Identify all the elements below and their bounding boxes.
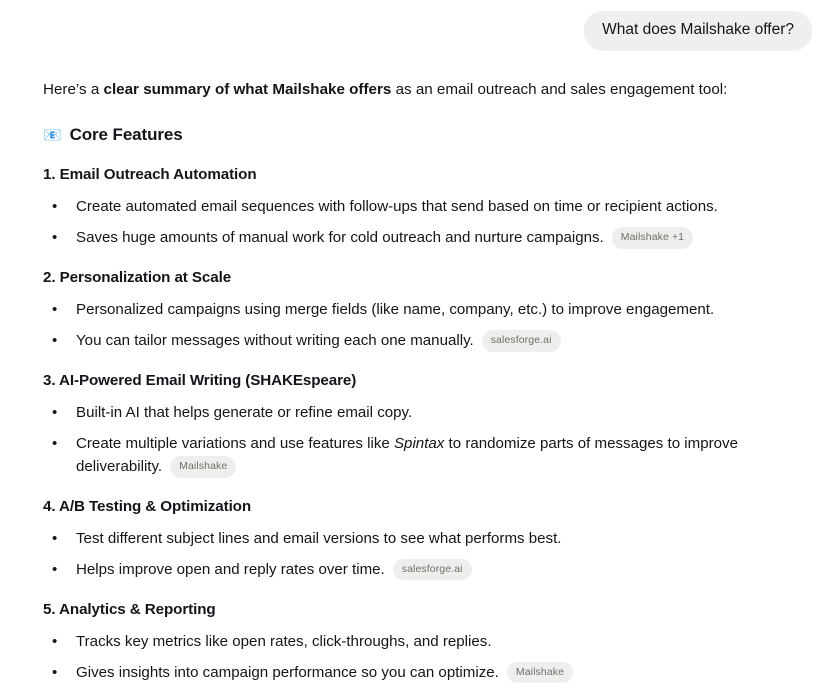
bullet-text: Helps improve open and reply rates over time.	[76, 560, 385, 578]
bullet-text: Built-in AI that helps generate or refine email copy.	[76, 404, 413, 422]
bullet-text-after: to randomize parts of messages to improve deliverability.	[76, 435, 738, 476]
feature-sections	[43, 164, 801, 688]
feature-bullet-list	[43, 398, 801, 483]
bullet-italic-term: Spintax	[393, 435, 445, 453]
feature-bullet-item	[43, 223, 801, 254]
citation-badge[interactable]: Mailshake	[507, 662, 573, 684]
citation-badge[interactable]: Mailshake +1	[612, 227, 693, 249]
intro-text-before: Here’s a	[43, 80, 104, 98]
core-features-heading-label: Core Features	[69, 124, 183, 144]
feature-section	[43, 267, 801, 357]
feature-bullet-list	[43, 627, 801, 689]
intro-paragraph	[43, 79, 801, 102]
feature-bullet-item	[43, 658, 801, 689]
feature-bullet-item	[43, 524, 801, 555]
feature-section	[43, 599, 801, 689]
feature-section	[43, 164, 801, 254]
feature-section-heading: 5. Analytics & Reporting	[43, 600, 216, 618]
bullet-text: Personalized campaigns using merge fields (like name, company, etc.) to improve engagement.	[76, 301, 715, 319]
feature-bullet-item	[43, 627, 801, 658]
feature-bullet-item	[43, 555, 801, 586]
bullet-text: Saves huge amounts of manual work for cold outreach and nurture campaigns.	[76, 229, 604, 247]
intro-text-after: as an email outreach and sales engagement tool:	[391, 80, 728, 98]
feature-section	[43, 496, 801, 586]
citation-badge[interactable]: Mailshake	[170, 456, 236, 478]
bullet-text: You can tailor messages without writing each one manually.	[76, 332, 474, 350]
bullet-text: Gives insights into campaign performance so you can optimize.	[76, 663, 499, 681]
feature-bullet-item	[43, 192, 801, 223]
feature-bullet-item	[43, 326, 801, 357]
feature-section-heading: 3. AI-Powered Email Writing (SHAKEspeare)	[43, 372, 357, 390]
feature-bullet-item	[43, 295, 801, 326]
feature-bullet-list	[43, 192, 801, 254]
bullet-text: Create automated email sequences with follow-ups that send based on time or recipient actions.	[76, 198, 718, 216]
assistant-response	[0, 51, 831, 689]
feature-section-heading: 4. A/B Testing & Optimization	[43, 498, 252, 516]
feature-section-heading: 2. Personalization at Scale	[43, 269, 232, 287]
citation-badge[interactable]: salesforge.ai	[482, 330, 561, 352]
user-message-bubble: What does Mailshake offer?	[584, 11, 812, 51]
core-features-heading	[43, 123, 801, 148]
feature-bullet-list	[43, 295, 801, 357]
bullet-text-before: Create multiple variations and use features like	[76, 435, 394, 453]
bullet-text: Test different subject lines and email versions to see what performs best.	[76, 530, 562, 548]
citation-badge[interactable]: salesforge.ai	[393, 559, 472, 581]
feature-section	[43, 370, 801, 483]
bullet-text: Tracks key metrics like open rates, click-throughs, and replies.	[76, 632, 492, 650]
feature-bullet-list	[43, 524, 801, 586]
feature-bullet-item	[43, 429, 801, 483]
intro-bold-phrase: clear summary of what Mailshake offers	[103, 80, 392, 98]
feature-section-heading: 1. Email Outreach Automation	[43, 166, 257, 184]
feature-bullet-item	[43, 398, 801, 429]
user-message-row	[0, 0, 831, 51]
email-emoji-icon: 📧	[43, 126, 62, 144]
